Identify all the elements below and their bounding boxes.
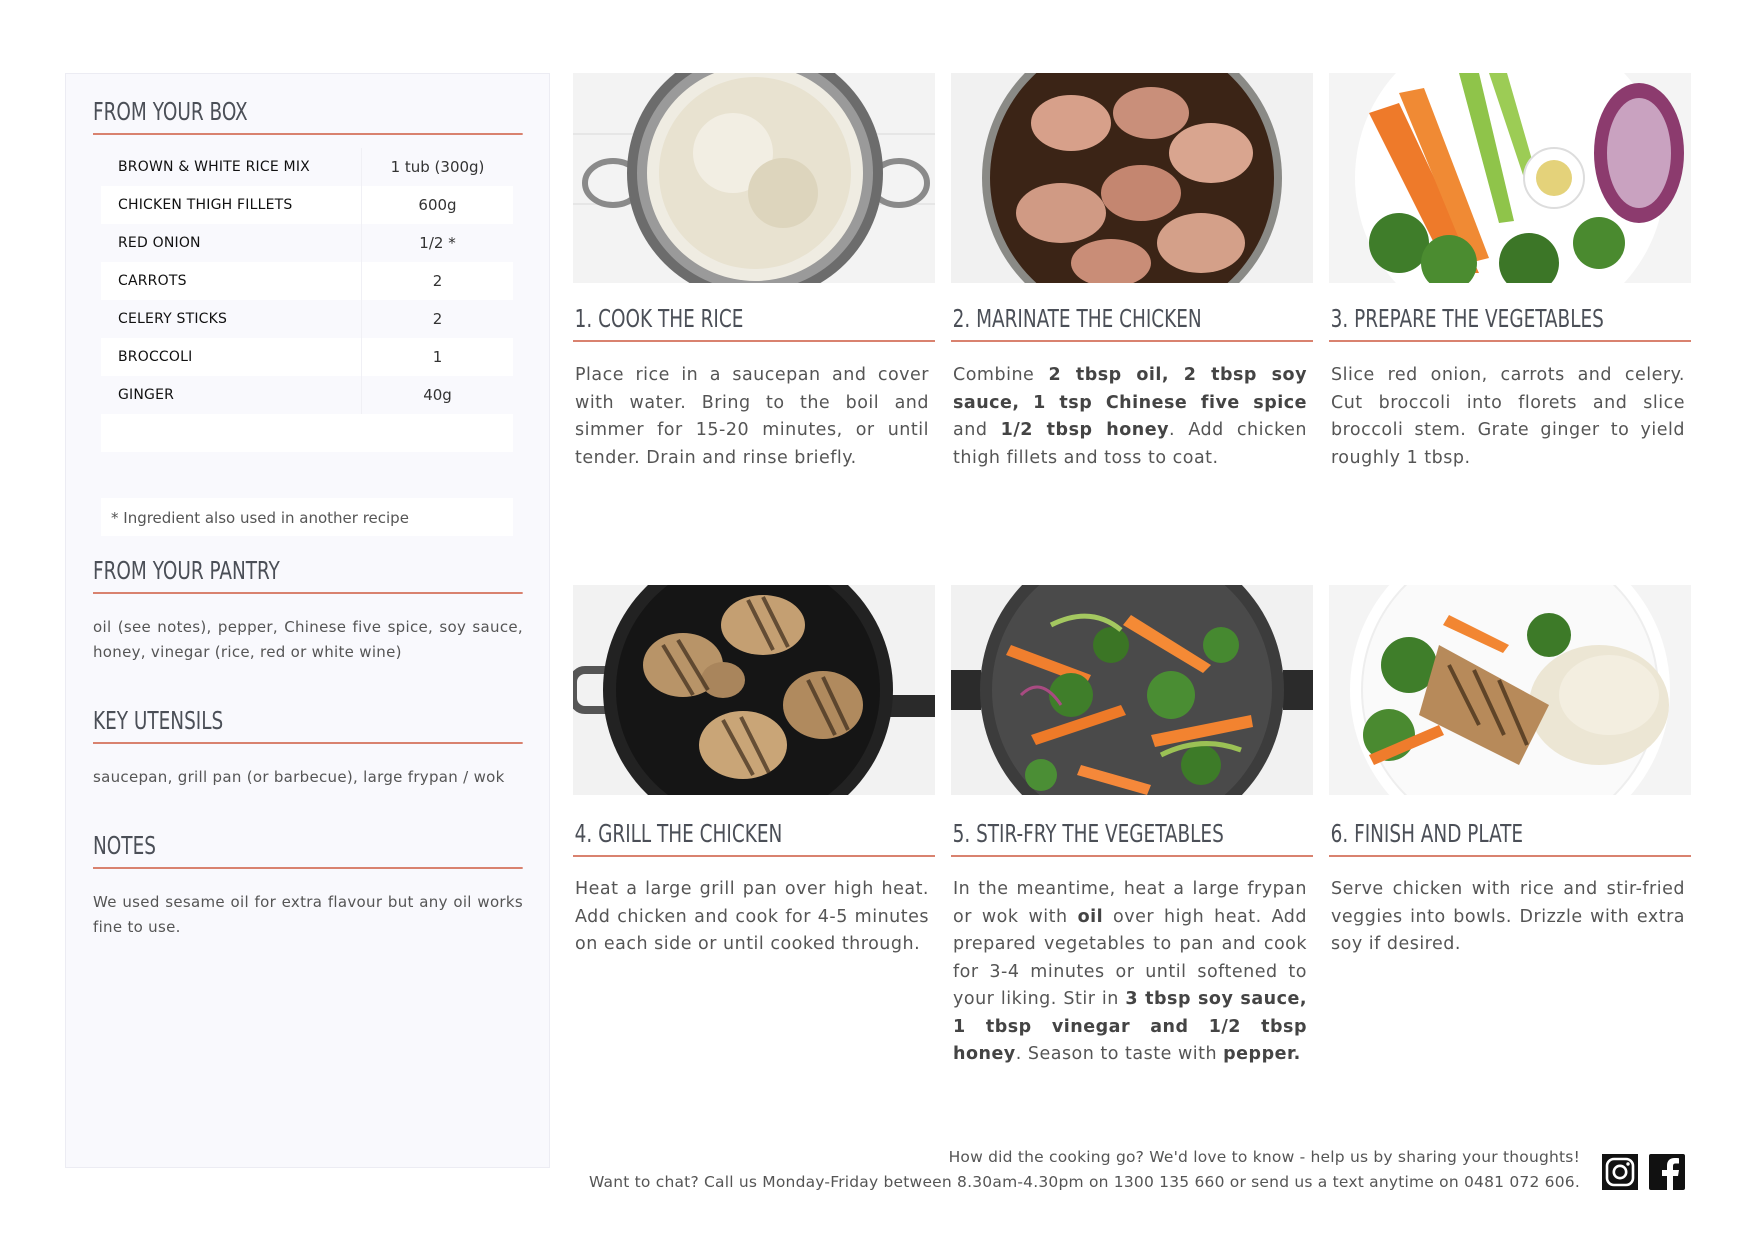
ingredient-row bbox=[101, 186, 513, 224]
ingredient-row bbox=[101, 224, 513, 262]
ingredient-quantity: 40g bbox=[361, 376, 513, 414]
text-segment: . Season to taste with bbox=[1015, 1044, 1224, 1064]
notes-text: We used sesame oil for extra flavour but any oil works fine to use. bbox=[93, 893, 523, 936]
text-segment: . Add chicken thigh fillets and toss to coat. bbox=[953, 420, 1307, 468]
text-segment: Slice red onion, carrots and celery. Cut broccoli into florets and slice broccoli stem. Grate ginger to yield roughly 1 tbsp. bbox=[1331, 365, 1685, 468]
step-2-text bbox=[953, 362, 1307, 472]
ingredient-name: BROWN & WHITE RICE MIX bbox=[118, 159, 310, 175]
ingredient-name: CARROTS bbox=[118, 273, 187, 289]
ingredient-quantity: 2 bbox=[361, 300, 513, 338]
step-1-title: 1. COOK THE RICE bbox=[573, 304, 935, 342]
step-5-title: 5. STIR-FRY THE VEGETABLES bbox=[951, 819, 1313, 857]
ingredient-quantity: 1/2 * bbox=[361, 224, 513, 262]
text-segment: Place rice in a saucepan and cover with water. Bring to the boil and simmer for 15-20 minutes, or until tender. Drain and rinse briefly. bbox=[575, 365, 929, 468]
ingredient-quantity: 600g bbox=[361, 186, 513, 224]
bold-text: 2 tbsp oil, 2 tbsp soy sauce, 1 tsp Chinese five spice bbox=[953, 365, 1307, 413]
ingredients-table bbox=[101, 148, 513, 452]
text-segment: over high heat. Add prepared vegetables to pan and cook for 3-4 minutes or until softened to your liking. Stir in bbox=[953, 906, 1307, 1009]
footer-contact-line: Want to chat? Call us Monday-Friday between 8.30am-4.30pm on 1300 135 660 or send us a text anytime on 0481 072 606. bbox=[588, 1173, 1580, 1191]
ingredient-quantity: 1 tub (300g) bbox=[361, 148, 513, 186]
instagram-icon[interactable] bbox=[1602, 1154, 1638, 1190]
ingredient-row bbox=[101, 148, 513, 186]
ingredient-footnote: * Ingredient also used in another recipe bbox=[101, 498, 513, 536]
ingredient-name: CELERY STICKS bbox=[118, 311, 228, 327]
step-6-image bbox=[1329, 585, 1691, 795]
ingredient-name: GINGER bbox=[118, 387, 175, 403]
ingredient-quantity: 1 bbox=[361, 338, 513, 376]
ingredient-row bbox=[101, 300, 513, 338]
ingredient-name: BROCCOLI bbox=[118, 349, 193, 365]
bold-text: 1/2 tbsp honey bbox=[1000, 420, 1170, 440]
step-5-text bbox=[953, 876, 1307, 1069]
text-segment: In the meantime, heat a large frypan or wok with bbox=[953, 879, 1307, 927]
pantry-text: oil (see notes), pepper, Chinese five spice, soy sauce, honey, vinegar (rice, red or white wine) bbox=[93, 618, 523, 661]
ingredient-row bbox=[101, 338, 513, 376]
bold-text: oil bbox=[1077, 906, 1104, 927]
from-your-pantry-heading: FROM YOUR PANTRY bbox=[93, 556, 523, 594]
bold-text: 3 tbsp soy sauce, 1 tbsp vinegar and 1/2 tbsp honey bbox=[953, 989, 1307, 1064]
text-segment: Serve chicken with rice and stir-fried veggies into bowls. Drizzle with extra soy if desired. bbox=[1331, 879, 1685, 954]
notes-heading: NOTES bbox=[93, 831, 523, 869]
text-segment: and bbox=[953, 420, 1001, 440]
step-2-title: 2. MARINATE THE CHICKEN bbox=[951, 304, 1313, 342]
facebook-icon[interactable] bbox=[1649, 1154, 1685, 1190]
key-utensils-heading: KEY UTENSILS bbox=[93, 706, 523, 744]
utensils-text: saucepan, grill pan (or barbecue), large frypan / wok bbox=[93, 768, 505, 786]
step-4-text bbox=[575, 876, 929, 959]
ingredient-quantity: 2 bbox=[361, 262, 513, 300]
text-segment: Combine bbox=[953, 365, 1049, 385]
step-3-image bbox=[1329, 73, 1691, 283]
step-6-text bbox=[1331, 876, 1685, 959]
ingredient-name: RED ONION bbox=[118, 235, 201, 251]
from-your-box-heading: FROM YOUR BOX bbox=[93, 97, 523, 135]
step-1-text bbox=[575, 362, 929, 472]
step-3-text bbox=[1331, 362, 1685, 472]
step-6-title: 6. FINISH AND PLATE bbox=[1329, 819, 1691, 857]
step-5-image bbox=[951, 585, 1313, 795]
step-1-image bbox=[573, 73, 935, 283]
ingredient-row bbox=[101, 376, 513, 414]
text-segment: Heat a large grill pan over high heat. Add chicken and cook for 4-5 minutes on each side or until cooked through. bbox=[575, 879, 929, 954]
ingredient-row bbox=[101, 262, 513, 300]
ingredient-name: CHICKEN THIGH FILLETS bbox=[118, 197, 293, 213]
bold-text: pepper. bbox=[1223, 1044, 1301, 1064]
step-3-title: 3. PREPARE THE VEGETABLES bbox=[1329, 304, 1691, 342]
step-2-image bbox=[951, 73, 1313, 283]
step-4-image bbox=[573, 585, 935, 795]
empty-ingredient-row bbox=[101, 414, 513, 452]
footer-feedback-line: How did the cooking go? We'd love to know - help us by sharing your thoughts! bbox=[948, 1148, 1580, 1166]
step-4-title: 4. GRILL THE CHICKEN bbox=[573, 819, 935, 857]
